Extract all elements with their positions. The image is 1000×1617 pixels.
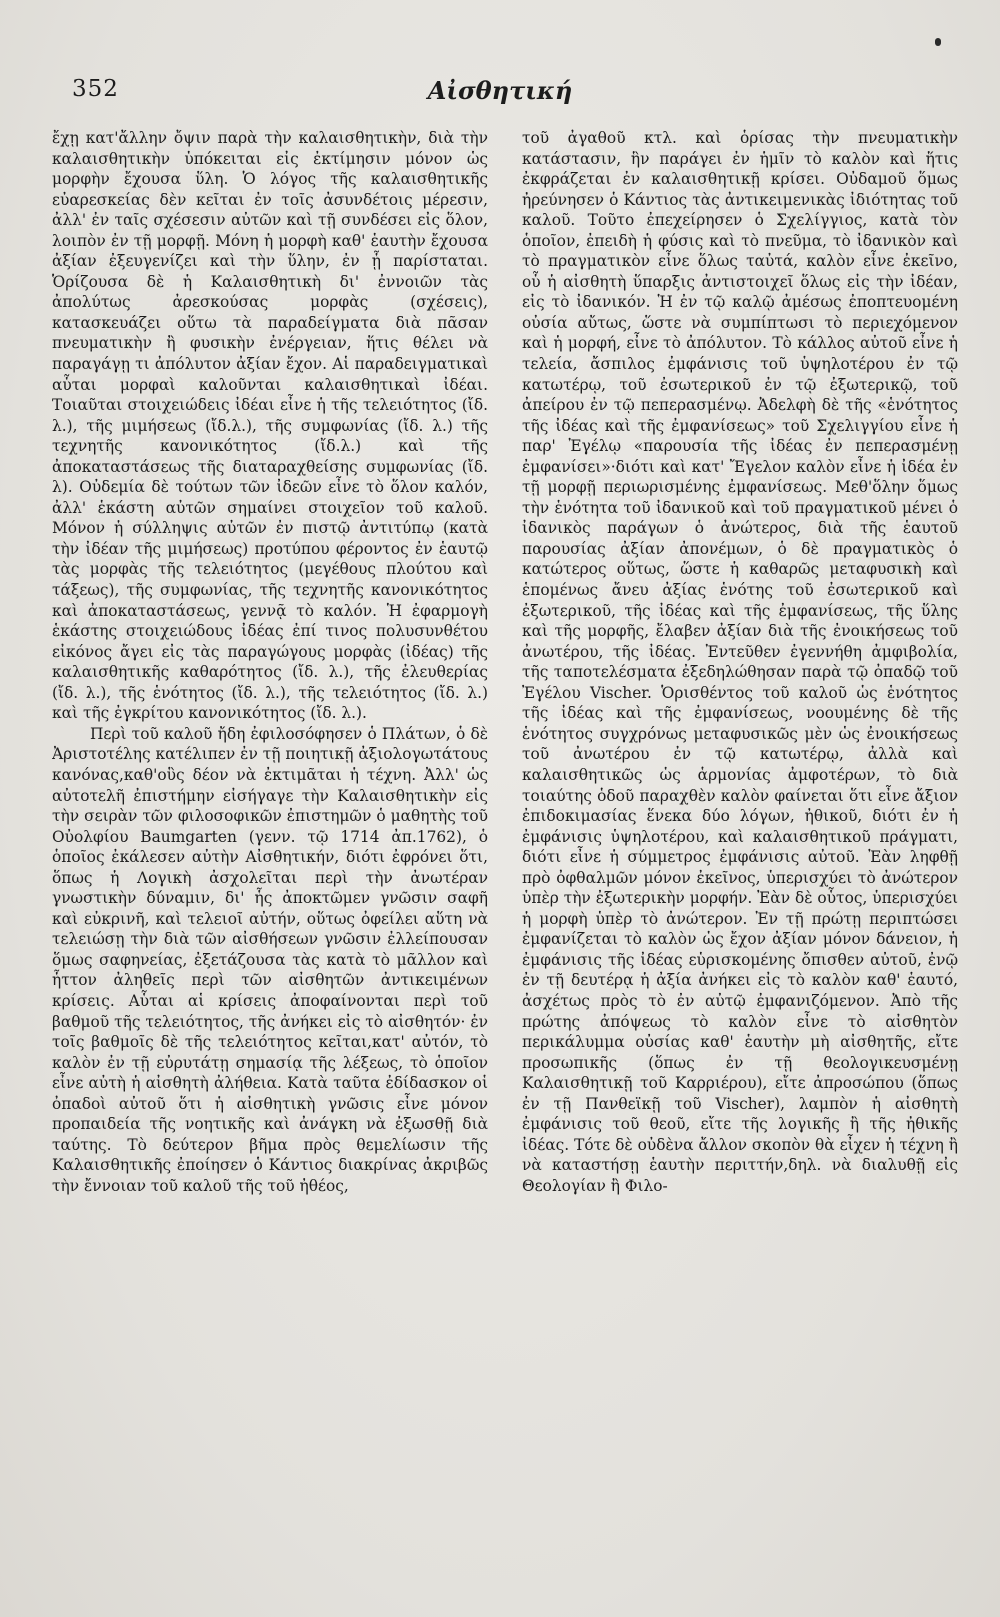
left-column [52, 128, 488, 1568]
page-header [72, 76, 928, 116]
left-paragraph-2: Περὶ τοῦ καλοῦ ἤδη ἐφιλοσόφησεν ὁ Πλάτων, ὁ δὲ Ἀριστοτέλης κατέλιπεν ἐν τῇ ποιητικῇ ἀξιολογωτάτους κανόνας,καθ'οὓς δέον νὰ ἐκτιμᾶται ἡ τέχνη. Ἀλλ' ὡς αὐτοτελῆ ἐπιστήμην εἰσήγαγε τὴν Καλαισθητικὴν εἰς τὴν σειρὰν τῶν φιλοσοφικῶν ἐπιστημῶν ὁ μαθητὴς τοῦ Οὐολφίου Baumgarten (γενν. τῷ 1714 ἀπ.1762), ὁ ὁποῖος ἐκάλεσεν αὐτὴν Αἰσθητικήν, διότι ἐφρόνει ὅτι, ὅπως ἡ Λογικὴ ἀσχολεῖται περὶ τὴν ἀνωτέραν γνωστικὴν δύναμιν, δι' ἧς ἀποκτῶμεν γνῶσιν σαφῆ καὶ εὐκρινῆ, καὶ τελειοῖ αὐτήν, οὕτως ὀφείλει αὕτη νὰ τελειώσῃ τὴν διὰ τῶν αἰσθήσεων γνῶσιν ἐλλείπουσαν ὅμως σαφηνείας, ἐξετάζουσα τὰς κατὰ τὸ μᾶλλον καὶ ἧττον ἀληθεῖς περὶ τῶν αἰσθητῶν ἀντικειμένων κρίσεις. Αὗται αἱ κρίσεις ἀποφαίνονται περὶ τοῦ βαθμοῦ τῆς τελειότητος, τῆς ἀνήκει εἰς τὸ αἰσθητόν· ἐν τοῖς βαθμοῖς δὲ τῆς τελειότητος κεῖται,κατ' αὐτόν, τὸ καλὸν ἐν τῇ εὐρυτάτῃ σημασίᾳ τῆς λέξεως, τὸ ὁποῖον εἶνε αὐτὴ ἡ αἰσθητὴ ἀλήθεια. Κατὰ ταῦτα ἐδίδασκον οἱ ὀπαδοὶ αὐτοῦ ὅτι ἡ αἰσθητικὴ γνῶσις εἶνε μόνον προπαιδεία τῆς νοητικῆς καὶ ἀνάγκη νὰ ἐξωσθῇ διὰ ταύτης. Τὸ δεύτερον βῆμα πρὸς θεμελίωσιν τῆς Καλαισθητικῆς ἐποίησεν ὁ Κάντιος διακρίνας ἀκριβῶς τὴν ἔννοιαν τοῦ καλοῦ τῆς τοῦ ἠθέος, [52, 724, 488, 1195]
page-number: 352 [72, 76, 119, 102]
text-columns [52, 128, 958, 1568]
right-column [522, 128, 958, 1568]
right-paragraph-1: τοῦ ἀγαθοῦ κτλ. καὶ ὁρίσας τὴν πνευματικὴν κατάστασιν, ἣν παράγει ἐν ἡμῖν τὸ καλὸν καὶ ἥτις ἐκφράζεται ἐν καλαισθητικῇ κρίσει. Οὐδαμοῦ ὅμως ἠρεύνησεν ὁ Κάντιος τὰς ἀντικειμενικὰς ἰδιότητας τοῦ καλοῦ. Τοῦτο ἐπεχείρησεν ὁ Σχελίγγιος, κατὰ τὸν ὁποῖον, ἐπειδὴ ἡ φύσις καὶ τὸ πνεῦμα, τὸ ἰδανικὸν καὶ τὸ πραγματικὸν εἶνε ὅλως ταὐτά, καλὸν εἶνε ἐκεῖνο, οὗ ἡ αἰσθητὴ ὕπαρξις ἀντιστοιχεῖ ὅλως εἰς τὴν ἰδέαν, εἰς τὸ ἰδανικόν. Ἡ ἐν τῷ καλῷ ἀμέσως ἐποπτευομένη οὐσία αὔτως, ὥστε νὰ συμπίπτωσι τὸ περιεχόμενον καὶ ἡ μορφή, εἶνε τὸ ἀπόλυτον. Τὸ κάλλος αὐτοῦ εἶνε ἡ τελεία, ἄσπιλος ἐμφάνισις τοῦ ὑψηλοτέρου ἐν τῷ κατωτέρῳ, τοῦ ἐσωτερικοῦ ἐν τῷ ἐξωτερικῷ, τοῦ ἀπείρου ἐν τῷ πεπερασμένῳ. Ἀδελφὴ δὲ τῆς «ἑνότητος τῆς ἰδέας καὶ τῆς ἐμφανίσεως» τοῦ Σχελιγγίου εἶνε ἡ παρ' Ἐγέλῳ «παρουσία τῆς ἰδέας ἐν πεπερασμένῃ ἐμφανίσει»·διότι καὶ κατ' Ἔγελον καλὸν εἶνε ἡ ἰδέα ἐν τῇ μορφῇ περιωρισμένης ἐμφανίσεως. Μεθ'ὅλην ὅμως τὴν ἑνότητα τοῦ ἰδανικοῦ καὶ τοῦ πραγματικοῦ μένει ὁ ἰδανικὸς παράγων ὁ ἀνώτερος, διὰ τῆς ἑαυτοῦ παρουσίας ἀξίαν ἀπονέμων, ὁ δὲ πραγματικὸς ὁ κατώτερος οὕτως, ὥστε ἡ καθαρῶς μεταφυσικὴ καὶ ἑπομένως ἄνευ ἀξίας ἑνότης τοῦ ἐσωτερικοῦ καὶ ἐξωτερικοῦ, τῆς ἰδέας καὶ τῆς ἐμφανίσεως, τῆς ὕλης καὶ τῆς μορφῆς, ἔλαβεν ἀξίαν διὰ τῆς ἐνοικήσεως τοῦ ἀνωτέρου, τῆς ἰδέας. Ἐντεῦθεν ἐγεννήθη ἀμφιβολία, τῆς ταποτελέσματα ἐξεδηλώθησαν παρὰ τῷ ὀπαδῷ τοῦ Ἐγέλου Vischer. Ὁρισθέντος τοῦ καλοῦ ὡς ἑνότητος τῆς ἰδέας καὶ τῆς ἐμφανίσεως, νοουμένης δὲ τῆς ἑνότητος συγχρόνως μεταφυσικῶς μὲν ὡς ἐνοικήσεως τοῦ ἀνωτέρου ἐν τῷ κατωτέρῳ, ἀλλὰ καὶ καλαισθητικῶς ὡς ἁρμονίας ἀμφοτέρων, τὸ διὰ τοιαύτης ὁδοῦ παραχθὲν καλὸν φαίνεται ὅτι εἶνε ἄξιον ἐπιδοκιμασίας ἕνεκα δύο λόγων, ἠθικοῦ, διότι ἐν ἡ ἐμφάνισις ὑψηλοτέρου, καὶ καλαισθητικοῦ πράγματι, διότι εἶνε ἡ σύμμετρος ἐμφάνισις αὐτοῦ. Ἐὰν ληφθῇ πρὸ ὀφθαλμῶν μόνον ἐκεῖνος, ὑπερισχύει τὸ ἀνώτερον ὑπὲρ τὴν ἐξωτερικὴν μορφήν. Ἐὰν δὲ οὗτος, ὑπερισχύει ἡ μορφὴ ὑπὲρ τὸ ἀνώτερον. Ἐν τῇ πρώτῃ περιπτώσει ἐμφανίζεται τὸ καλὸν ὡς ἔχον ἀξίαν μόνον δάνειον, ἡ ἐμφάνισις τῆς ἰδέας εὑρισκομένης ὄπισθεν αὐτοῦ, ἐνῷ ἐν τῇ δευτέρᾳ ἡ ἀξία ἀνήκει εἰς τὸ καλὸν καθ' ἑαυτό, ἀσχέτως πρὸς τὸ ἐν αὐτῷ ἐμφανιζόμενον. Ἀπὸ τῆς πρώτης ἀπόψεως τὸ καλὸν εἶνε τὸ αἰσθητὸν περικάλυμμα οὐσίας καθ' ἑαυτὴν μὴ αἰσθητῆς, εἴτε προσωπικῆς (ὅπως ἐν τῇ θεολογικευσμένῃ Καλαισθητικῇ τοῦ Καρριέρου), εἴτε ἀπροσώπου (ὅπως ἐν τῇ Πανθεϊκῇ τοῦ Vischer), λαμπὸν ἡ αἰσθητὴ ἐμφάνισις τοῦ θεοῦ, εἴτε τῆς λογικῆς ἢ τῆς ἠθικῆς ἰδέας. Τότε δὲ οὐδὲνα ἄλλον σκοπὸν θὰ εἶχεν ἡ τέχνη ἢ νὰ καταστήσῃ ἑαυτὴν περιττήν,δηλ. νὰ διαλυθῇ εἰς Θεολογίαν ἢ Φιλο- [522, 129, 958, 1195]
ink-speck [935, 38, 941, 46]
running-title: Αἰσθητική [427, 76, 573, 105]
left-paragraph-1: ἔχῃ κατ'ἄλλην ὄψιν παρὰ τὴν καλαισθητικὴν, διὰ τὴν καλαισθητικὴν ὑπόκειται εἰς ἐκτίμησιν μόνον ὡς μορφὴν ἔχουσα ὕλη. Ὁ λόγος τῆς καλαισθητικῆς εὐαρεσκείας δὲν κεῖται ἐν τοῖς ἀσυνδέτοις μέρεσιν, ἀλλ' ἐν ταῖς σχέσεσιν αὐτῶν καὶ τῇ συνδέσει εἰς ὅλον, λοιπὸν ἐν τῇ μορφῇ. Μόνη ἡ μορφὴ καθ' ἑαυτὴν ἔχουσα ἀξίαν ἐξευγενίζει καὶ τὴν ὕλην, ἐν ᾗ παρίσταται. Ὁρίζουσα δὲ ἡ Καλαισθητικὴ δι' ἐννοιῶν τὰς ἀπολύτως ἀρεσκούσας μορφὰς (σχέσεις), κατασκευάζει οὕτω τὰ παραδείγματα διὰ πᾶσαν πνευματικὴν ἢ φυσικὴν ἐνέργειαν, ἥτις θέλει νὰ παραγάγῃ τι ἀπόλυτον ἀξίαν ἔχον. Αἱ παραδειγματικαὶ αὗται μορφαὶ καλοῦνται καλαισθητικαὶ ἰδέαι. Τοιαῦται στοιχειώδεις ἰδέαι εἶνε ἡ τῆς τελειότητος (ἴδ. λ.), τῆς μιμήσεως (ἴδ.λ.), τῆς συμφωνίας (ἴδ. λ.) τῆς τεχνητῆς κανονικότητος (ἴδ.λ.) καὶ τῆς ἀποκαταστάσεως τῆς διαταραχθείσης συμφωνίας (ἴδ. λ). Οὐδεμία δὲ τούτων τῶν ἰδεῶν εἶνε τὸ ὅλον καλόν, ἀλλ' ἑκάστη αὐτῶν σημαίνει στοιχεῖον τοῦ καλοῦ. Μόνον ἡ σύλληψις αὐτῶν ἐν πιστῷ ἀντιτύπῳ (κατὰ τὴν ἰδέαν τῆς μιμήσεως) προτύπου φέροντος ἐν ἑαυτῷ τὰς μορφὰς τῆς τελειότητος (μεγέθους πλούτου καὶ τάξεως), τῆς συμφωνίας, τῆς τεχνητῆς κανονικότητος καὶ ἀποκαταστάσεως, γεννᾷ τὸ καλόν. Ἡ ἐφαρμογὴ ἑκάστης στοιχειώδους ἰδέας ἐπί τινος πολυσυνθέτου εἰκόνος ἄγει εἰς τὰς παραγώγους μορφὰς (ἰδέας) τῆς καλαισθητικῆς καθαρότητος (ἴδ. λ.), τῆς ἐλευθερίας (ἴδ. λ.), τῆς ἑνότητος (ἴδ. λ.), τῆς τελειότητος (ἴδ. λ.) καὶ τῆς ἐγκρίτου κανονικότητος (ἴδ. λ.). [52, 129, 488, 723]
